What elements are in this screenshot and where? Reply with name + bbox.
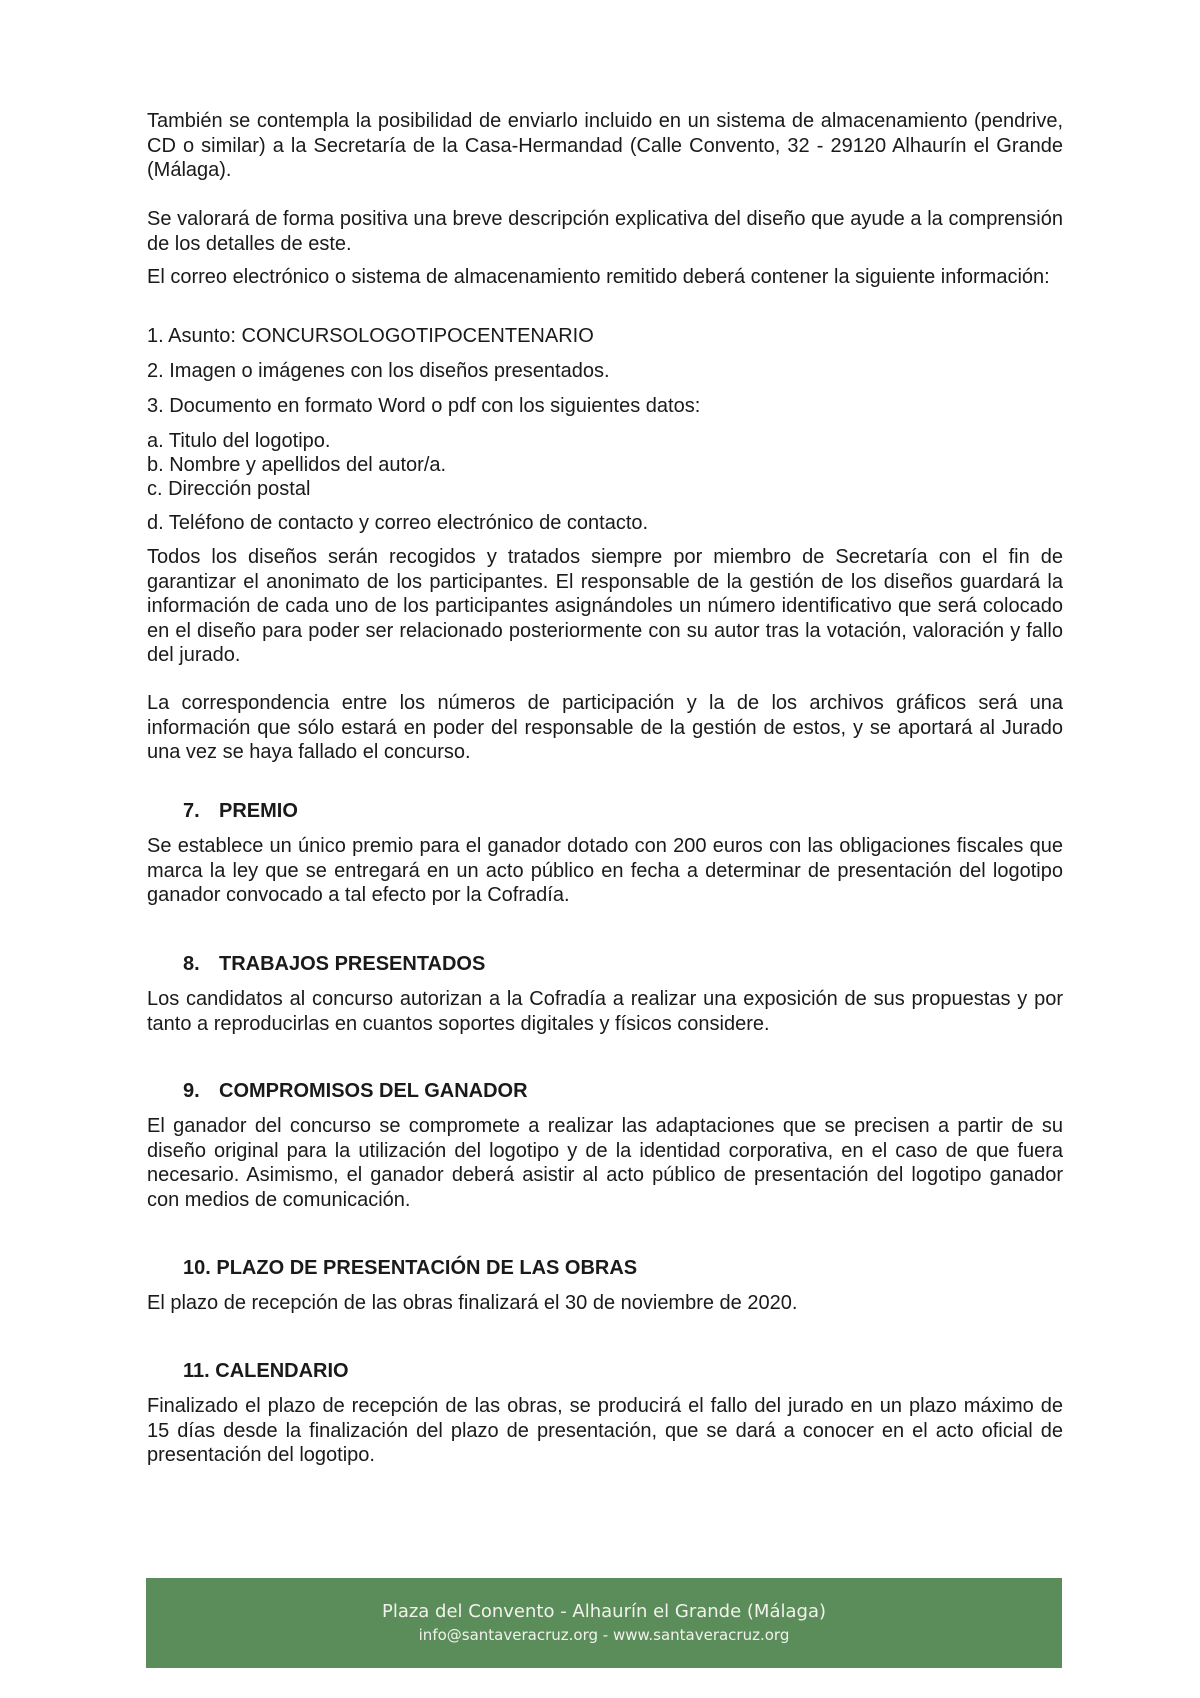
paragraph-shipping: También se contempla la posibilidad de enviarlo incluido en un sistema de almacenamiento (pendrive, CD o similar) a la Secretaría de la Casa-Hermandad (Calle Convento, 32 - 29120 Alhaurín el Grande (Málaga). — [147, 110, 1063, 181]
sublist-item-contact: d. Teléfono de contacto y correo electrónico de contacto. — [147, 512, 649, 534]
section-title: COMPROMISOS DEL GANADOR — [219, 1080, 528, 1102]
section-title: PREMIO — [219, 800, 298, 822]
sublist-item-name: b. Nombre y apellidos del autor/a. — [147, 454, 447, 476]
section-heading-compromisos — [183, 1079, 528, 1104]
list-item-document: 3. Documento en formato Word o pdf con los siguientes datos: — [147, 395, 701, 417]
section-text-calendario: Finalizado el plazo de recepción de las obras, se producirá el fallo del jurado en un plazo máximo de 15 días desde la finalización del plazo de presentación, que se dará a conocer en el acto oficial de presentación del logotipo. — [147, 1395, 1063, 1466]
page-footer — [146, 1578, 1062, 1668]
list-item-subject: 1. Asunto: CONCURSOLOGOTIPOCENTENARIO — [147, 325, 594, 347]
section-number: 7. — [183, 800, 200, 822]
section-heading-calendario — [183, 1359, 349, 1384]
footer-address: Plaza del Convento - Alhaurín el Grande (Málaga) — [381, 1601, 827, 1622]
section-heading-trabajos — [183, 952, 485, 977]
section-number: 11. — [183, 1360, 210, 1382]
sublist-item-address: c. Dirección postal — [147, 478, 311, 500]
paragraph-description: Se valorará de forma positiva una breve descripción explicativa del diseño que ayude a la comprensión de los detalles de este. — [147, 208, 1063, 255]
section-title: CALENDARIO — [215, 1360, 349, 1382]
paragraph-correspondence: La correspondencia entre los números de participación y la de los archivos gráficos será una información que sólo estará en poder del responsable de la gestión de estos, y se aportará al Jurado una vez se haya fallado el concurso. — [147, 692, 1063, 763]
section-heading-premio — [183, 799, 298, 824]
section-number: 9. — [183, 1080, 200, 1102]
section-title: TRABAJOS PRESENTADOS — [219, 953, 486, 975]
paragraph-anonymity: Todos los diseños serán recogidos y tratados siempre por miembro de Secretaría con el fin de garantizar el anonimato de los participantes. El responsable de la gestión de los diseños guardará la información de cada uno de los participantes asignándoles un número identificativo que será colocado en el diseño para poder ser relacionado posteriormente con su autor tras la votación, valoración y fallo del jurado. — [147, 546, 1063, 666]
section-text-premio: Se establece un único premio para el ganador dotado con 200 euros con las obligaciones fiscales que marca la ley que se entregará en un acto público en fecha a determinar de presentación del logotipo ganador convocado a tal efecto por la Cofradía. — [147, 835, 1063, 906]
sublist-item-title: a. Titulo del logotipo. — [147, 430, 331, 452]
section-text-compromisos: El ganador del concurso se compromete a realizar las adaptaciones que se precisen a partir de su diseño original para la utilización del logotipo y de la identidad corporativa, en el caso de que fuera necesario. Asimismo, el ganador deberá asistir al acto público de presentación del logotipo ganador con medios de comunicación. — [147, 1115, 1063, 1211]
section-text-trabajos: Los candidatos al concurso autorizan a la Cofradía a realizar una exposición de sus propuestas y por tanto a reproducirlas en cuantos soportes digitales y físicos considere. — [147, 988, 1063, 1035]
footer-contact: info@santaveracruz.org - www.santaveracruz.org — [418, 1626, 790, 1644]
list-item-images: 2. Imagen o imágenes con los diseños presentados. — [147, 360, 610, 382]
section-number: 8. — [183, 953, 200, 975]
paragraph-contents: El correo electrónico o sistema de almacenamiento remitido deberá contener la siguiente información: — [147, 266, 1050, 288]
section-title: PLAZO DE PRESENTACIÓN DE LAS OBRAS — [216, 1257, 638, 1279]
section-heading-plazo — [183, 1256, 637, 1281]
section-text-plazo: El plazo de recepción de las obras finalizará el 30 de noviembre de 2020. — [147, 1292, 798, 1314]
section-number: 10. — [183, 1257, 211, 1279]
